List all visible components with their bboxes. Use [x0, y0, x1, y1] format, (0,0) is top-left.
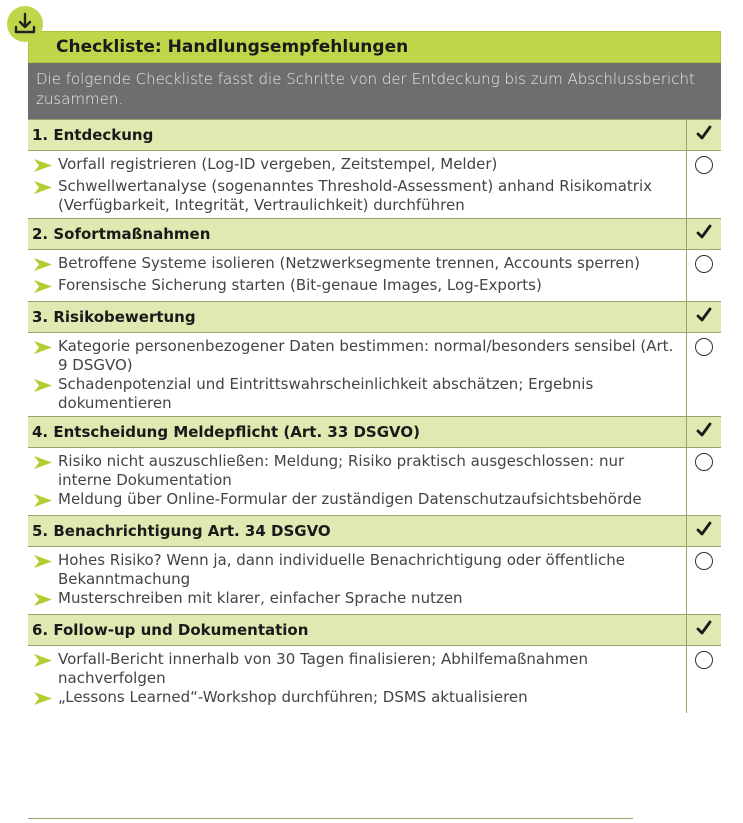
bullet-arrow-icon [34, 456, 52, 469]
bullet-arrow-icon [34, 494, 52, 507]
list-item-text: Forensische Sicherung starten (Bit-genaue Images, Log-Exports) [58, 276, 542, 294]
list-item [34, 254, 682, 276]
section-check [686, 302, 721, 333]
list-item [34, 375, 682, 413]
list-item-text: Vorfall registrieren (Log-ID vergeben, Zeitstempel, Melder) [58, 155, 498, 173]
section-header [28, 219, 721, 250]
empty-checkbox[interactable] [695, 552, 713, 570]
bullet-arrow-icon [34, 654, 52, 667]
list-item-text: Risiko nicht auszuschließen: Meldung; Risiko praktisch ausgeschlossen: nur interne Dokumentation [58, 452, 625, 489]
section-header [28, 615, 721, 646]
bottom-divider [28, 818, 633, 819]
bullet-arrow [34, 455, 58, 474]
bullet-arrow [34, 554, 58, 573]
section-items [28, 646, 686, 714]
empty-checkbox[interactable] [695, 453, 713, 471]
section-title: 4. Entscheidung Meldepflicht (Art. 33 DSGVO) [28, 417, 686, 448]
bullet-arrow-icon [34, 280, 52, 293]
list-item-text: Musterschreiben mit klarer, einfacher Sprache nutzen [58, 589, 463, 607]
checkmark-icon [696, 307, 712, 323]
bullet-arrow [34, 592, 58, 611]
section-items-row [28, 547, 721, 615]
list-item [34, 688, 682, 710]
list-item [34, 490, 682, 512]
download-icon[interactable] [7, 6, 43, 42]
list-item [34, 650, 682, 688]
bullet-arrow-icon [34, 181, 52, 194]
list-item [34, 276, 682, 298]
list-item [34, 155, 682, 177]
bullet-arrow [34, 378, 58, 397]
checklist-title: Checkliste: Handlungsempfehlungen [28, 31, 721, 63]
list-item [34, 337, 682, 375]
list-item-text: Betroffene Systeme isolieren (Netzwerksegmente trennen, Accounts sperren) [58, 254, 640, 272]
download-arrow-glyph [12, 11, 38, 37]
bullet-arrow-icon [34, 692, 52, 705]
section-header [28, 120, 721, 151]
bullet-arrow [34, 340, 58, 359]
list-item [34, 177, 682, 215]
bullet-arrow-icon [34, 159, 52, 172]
section-header [28, 302, 721, 333]
list-item-text: Kategorie personenbezogener Daten bestimmen: normal/besonders sensibel (Art. 9 DSGVO) [58, 337, 674, 374]
bullet-arrow [34, 653, 58, 672]
section-items-row [28, 151, 721, 219]
list-item-text: Hohes Risiko? Wenn ja, dann individuelle Benachrichtigung oder öffentliche Bekanntmachung [58, 551, 625, 588]
list-item [34, 551, 682, 589]
list-item-text: Vorfall-Bericht innerhalb von 30 Tagen finalisieren; Abhilfemaßnahmen nachverfolgen [58, 650, 588, 687]
bullet-arrow-icon [34, 555, 52, 568]
section-header [28, 417, 721, 448]
bullet-arrow-icon [34, 341, 52, 354]
section-title: 3. Risikobewertung [28, 302, 686, 333]
checklist-intro: Die folgende Checkliste fasst die Schritte von der Entdeckung bis zum Abschlussbericht zusammen. [28, 63, 721, 119]
section-items [28, 333, 686, 417]
section-check [686, 615, 721, 646]
bullet-arrow [34, 257, 58, 276]
empty-checkbox[interactable] [695, 156, 713, 174]
checkmark-icon [696, 521, 712, 537]
section-check [686, 516, 721, 547]
list-item-text: Schadenpotenzial und Eintrittswahrscheinlichkeit abschätzen; Ergebnis dokumentieren [58, 375, 594, 412]
bullet-arrow-icon [34, 593, 52, 606]
bullet-arrow-icon [34, 379, 52, 392]
empty-checkbox[interactable] [695, 255, 713, 273]
section-check [686, 417, 721, 448]
checkmark-icon [696, 422, 712, 438]
checkbox-cell [686, 250, 721, 302]
bullet-arrow [34, 493, 58, 512]
empty-checkbox[interactable] [695, 651, 713, 669]
list-item-text: „Lessons Learned“-Workshop durchführen; DSMS aktualisieren [58, 688, 528, 706]
section-items [28, 448, 686, 516]
section-title: 1. Entdeckung [28, 120, 686, 151]
section-title: 2. Sofortmaßnahmen [28, 219, 686, 250]
list-item-text: Meldung über Online-Formular der zuständigen Datenschutzaufsichtsbehörde [58, 490, 642, 508]
checkbox-cell [686, 151, 721, 219]
checkbox-cell [686, 448, 721, 516]
list-item [34, 452, 682, 490]
bullet-arrow-icon [34, 258, 52, 271]
bullet-arrow [34, 180, 58, 199]
section-check [686, 219, 721, 250]
checkbox-cell [686, 547, 721, 615]
empty-checkbox[interactable] [695, 338, 713, 356]
section-items [28, 151, 686, 219]
list-item-text: Schwellwertanalyse (sogenanntes Threshold-Assessment) anhand Risikomatrix (Verfügbarkeit, Integrität, Vertraulichkeit) durchführen [58, 177, 652, 214]
section-items-row [28, 250, 721, 302]
section-header [28, 516, 721, 547]
section-title: 5. Benachrichtigung Art. 34 DSGVO [28, 516, 686, 547]
checklist-table [28, 119, 721, 713]
checkmark-icon [696, 224, 712, 240]
checklist-box [28, 31, 721, 713]
list-item [34, 589, 682, 611]
section-items [28, 547, 686, 615]
bullet-arrow [34, 691, 58, 710]
section-items-row [28, 646, 721, 714]
bullet-arrow [34, 158, 58, 177]
bullet-arrow [34, 279, 58, 298]
checkbox-cell [686, 646, 721, 714]
section-items [28, 250, 686, 302]
checkmark-icon [696, 125, 712, 141]
section-items-row [28, 333, 721, 417]
section-check [686, 120, 721, 151]
section-items-row [28, 448, 721, 516]
section-title: 6. Follow-up und Dokumentation [28, 615, 686, 646]
checkbox-cell [686, 333, 721, 417]
checkmark-icon [696, 620, 712, 636]
